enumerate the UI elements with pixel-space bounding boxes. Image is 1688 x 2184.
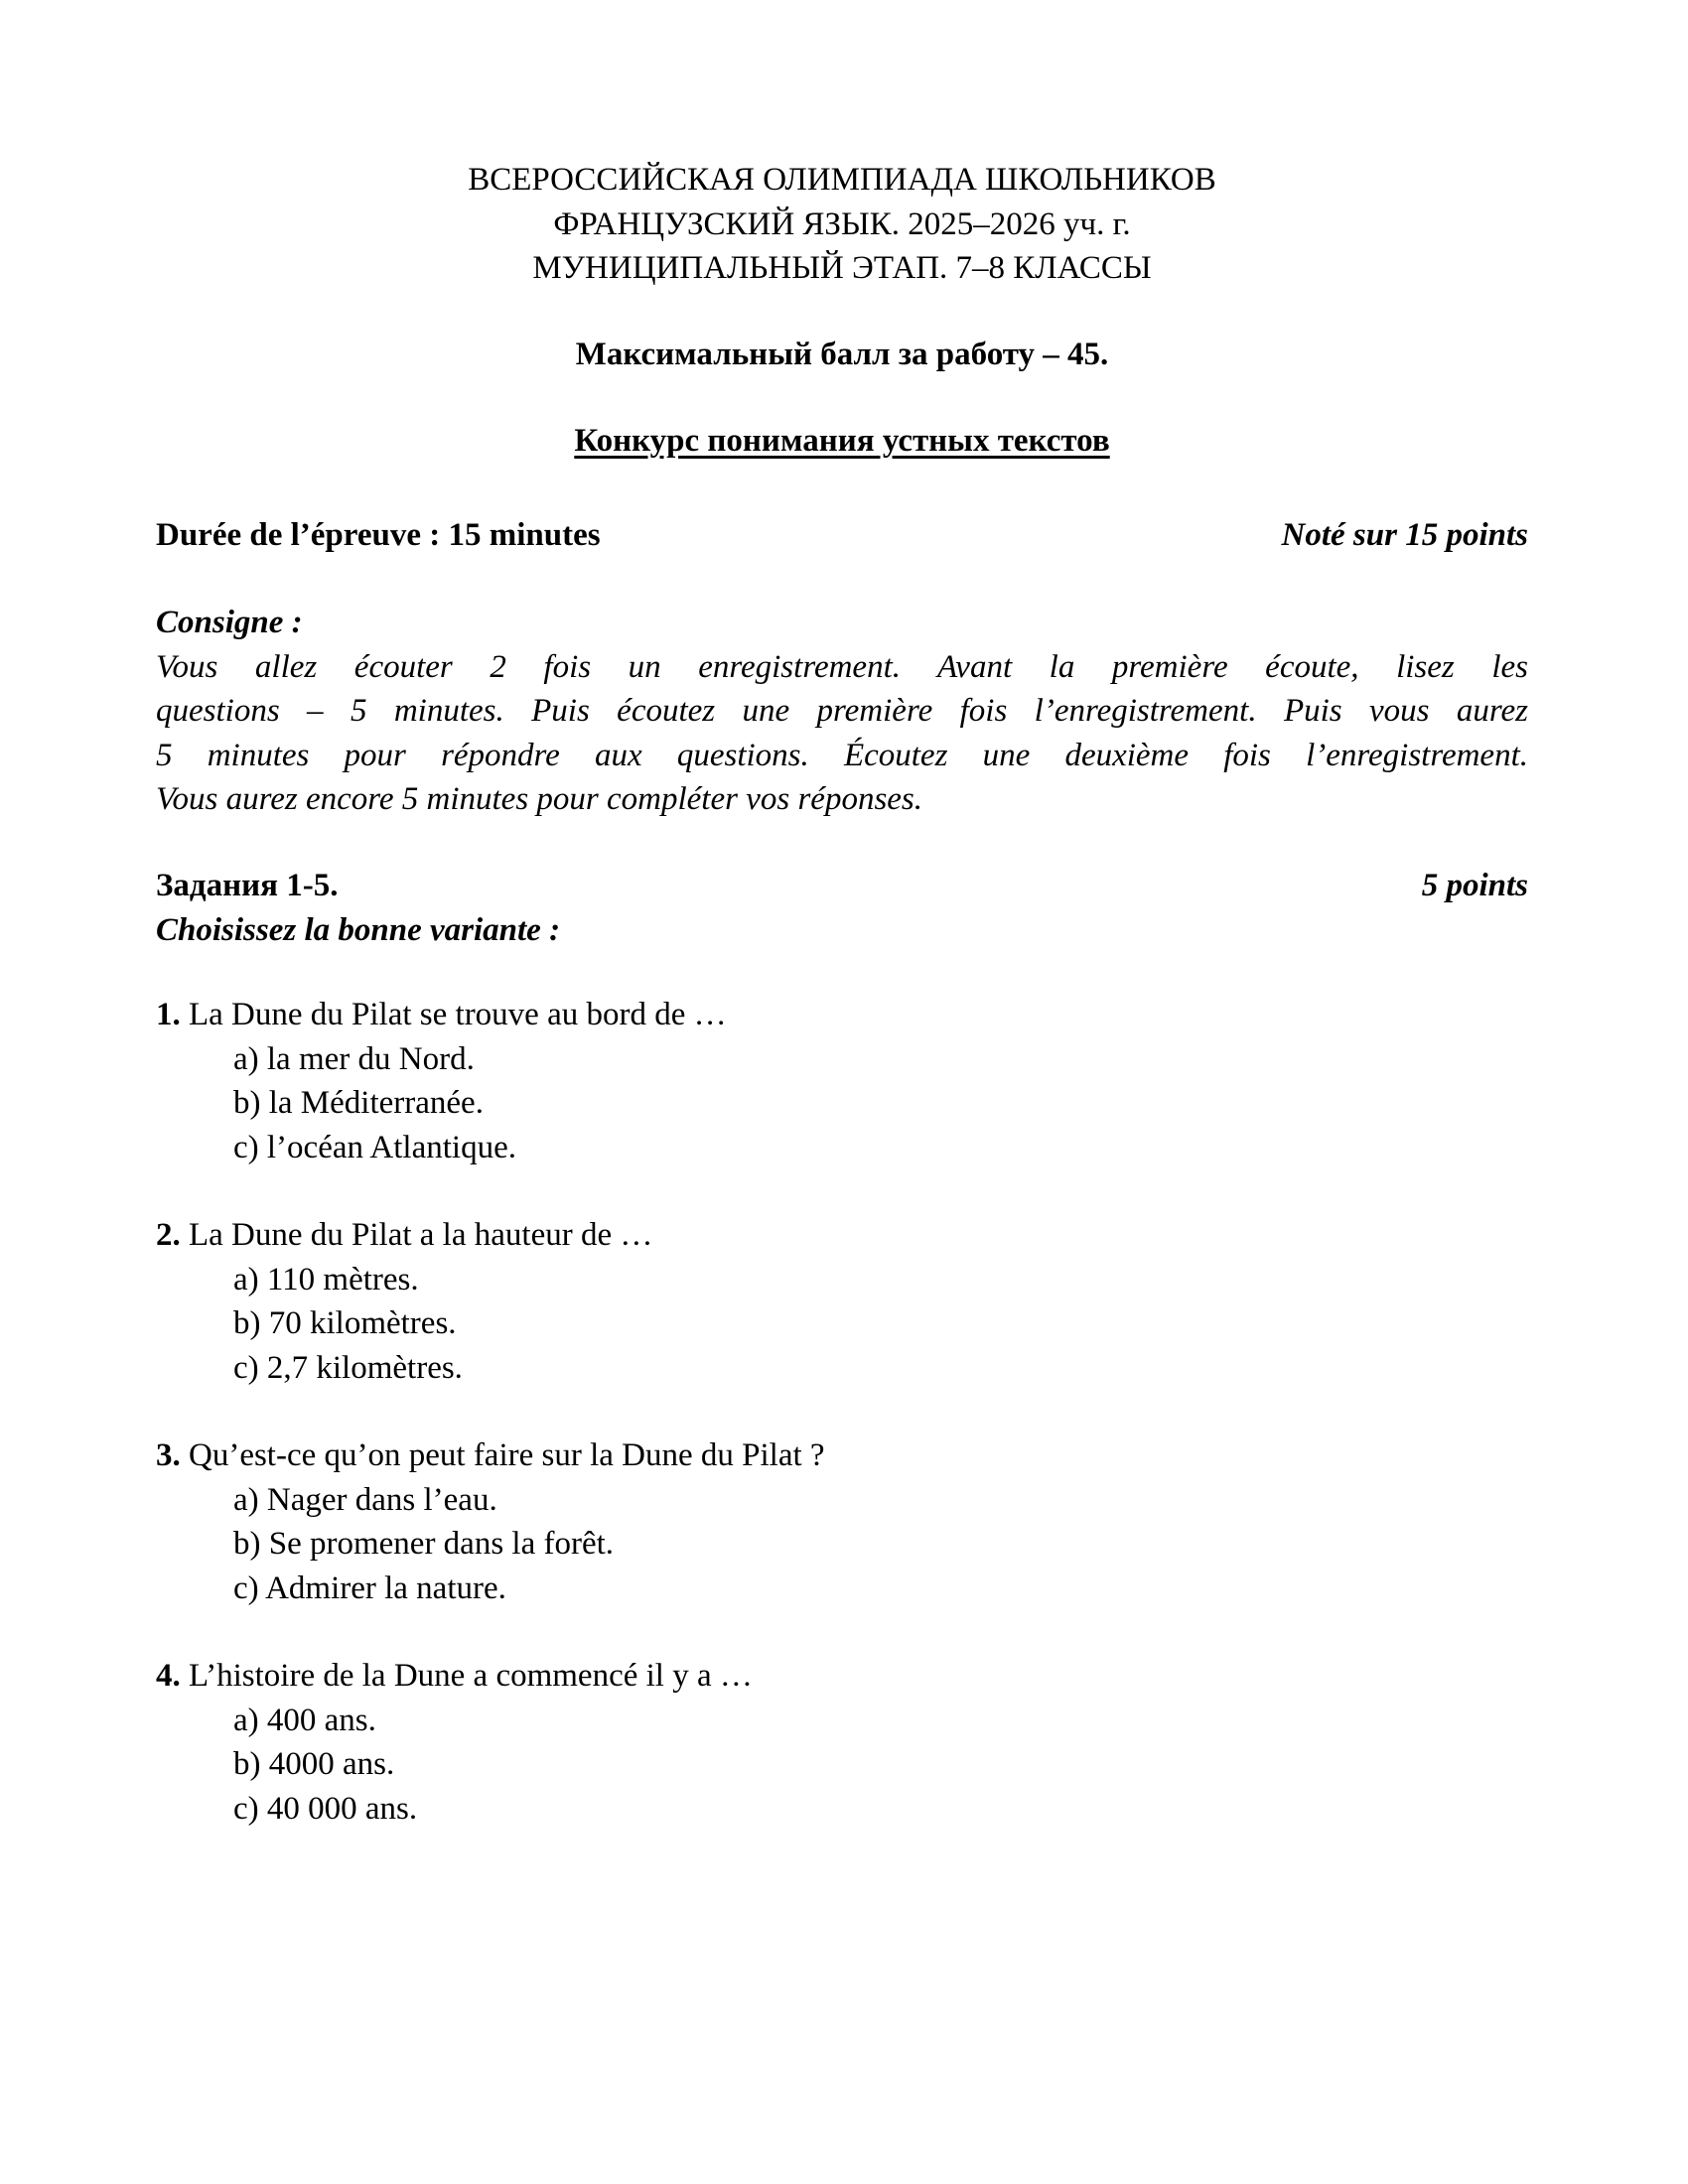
exam-info-row	[156, 513, 1528, 558]
option-b[interactable]: b) la Méditerranée.	[233, 1085, 484, 1121]
olympiad-header	[156, 158, 1528, 291]
section-title	[156, 419, 1528, 464]
question-stem	[156, 993, 1528, 1037]
question-text: La Dune du Pilat se trouve au bord de …	[189, 997, 727, 1032]
tasks-points: 5 points	[1421, 868, 1528, 903]
consigne-line: 5 minutes pour répondre aux questions. Écoutez une deuxième fois l’enregistrement.	[156, 737, 1528, 773]
section-title-text: Конкурс понимания устных текстов	[574, 423, 1110, 459]
option-c[interactable]: c) 40 000 ans.	[233, 1790, 418, 1827]
question-number: 3.	[156, 1437, 181, 1473]
option-b[interactable]: b) Se promener dans la forêt.	[233, 1526, 615, 1562]
consigne-label: Consigne :	[156, 605, 303, 640]
question-4	[156, 1654, 1528, 1831]
option-b[interactable]: b) 4000 ans.	[233, 1746, 395, 1782]
max-score: Максимальный балл за работу – 45.	[575, 337, 1109, 372]
question-number: 1.	[156, 997, 181, 1032]
question-stem	[156, 1213, 1528, 1258]
question-number: 4.	[156, 1658, 181, 1694]
tasks-instruction: Choisissez la bonne variante :	[156, 911, 561, 948]
consigne-line: Vous aurez encore 5 minutes pour compléter vos réponses.	[156, 781, 923, 817]
header-line-olympiad: ВСЕРОССИЙСКАЯ ОЛИМПИАДА ШКОЛЬНИКОВ	[468, 162, 1216, 198]
exam-score: Noté sur 15 points	[1281, 517, 1528, 553]
consigne-block	[156, 601, 1528, 822]
option-a[interactable]: a) Nager dans l’eau.	[233, 1481, 497, 1518]
consigne-line: Vous allez écouter 2 fois un enregistrement. Avant la première écoute, lisez les	[156, 648, 1528, 685]
question-number: 2.	[156, 1217, 181, 1253]
option-a[interactable]: a) 400 ans.	[233, 1702, 376, 1738]
option-a[interactable]: a) 110 mètres.	[233, 1261, 419, 1297]
option-b[interactable]: b) 70 kilomètres.	[233, 1305, 457, 1341]
option-c[interactable]: c) Admirer la nature.	[233, 1570, 506, 1606]
question-stem	[156, 1654, 1528, 1699]
question-text: La Dune du Pilat a la hauteur de …	[189, 1217, 653, 1253]
header-line-subject: ФРАНЦУЗСКИЙ ЯЗЫК. 2025–2026 уч. г.	[553, 205, 1131, 242]
option-c[interactable]: c) 2,7 kilomètres.	[233, 1349, 463, 1386]
tasks-block	[156, 864, 1528, 952]
question-text: Qu’est-ce qu’on peut faire sur la Dune du Pilat ?	[189, 1437, 825, 1473]
question-list	[156, 993, 1528, 1874]
question-2	[156, 1213, 1528, 1390]
consigne-line: questions – 5 minutes. Puis écoutez une première fois l’enregistrement. Puis vous aurez	[156, 693, 1528, 729]
header-line-stage: МУНИЦИПАЛЬНЫЙ ЭТАП. 7–8 КЛАССЫ	[532, 250, 1152, 286]
exam-duration: Durée de l’épreuve : 15 minutes	[156, 517, 601, 553]
option-c[interactable]: c) l’océan Atlantique.	[233, 1129, 516, 1165]
consigne-text	[156, 645, 1528, 822]
question-3	[156, 1433, 1528, 1610]
question-text: L’histoire de la Dune a commencé il y a …	[189, 1658, 753, 1694]
question-stem	[156, 1433, 1528, 1478]
option-a[interactable]: a) la mer du Nord.	[233, 1040, 475, 1077]
tasks-header-row	[156, 864, 1528, 908]
tasks-label: Задания 1-5.	[156, 868, 339, 903]
question-1	[156, 993, 1528, 1169]
